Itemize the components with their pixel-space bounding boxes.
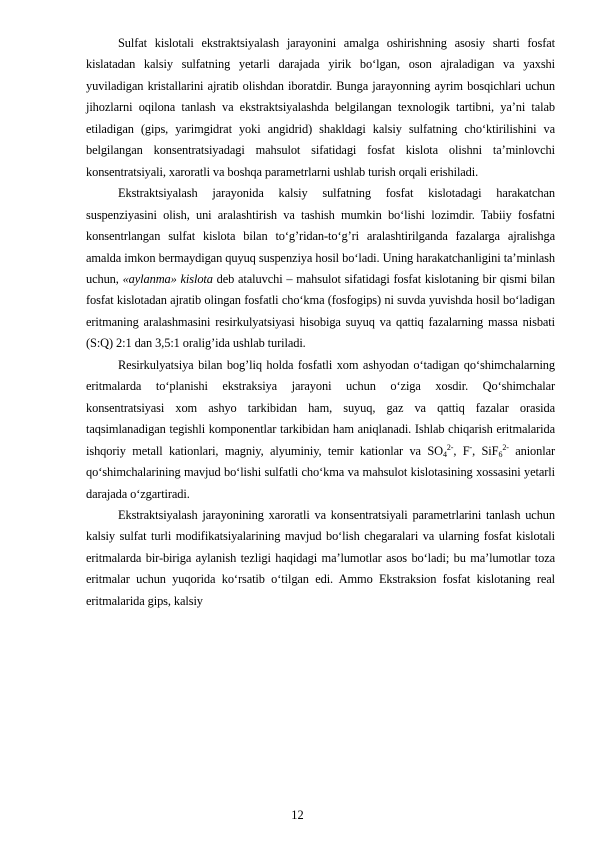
document-body [86,33,555,612]
hexafluorosilicate-charge: 2- [502,442,509,452]
hexafluorosilicate-symbol: , SiF [472,443,499,458]
paragraph-4-text: Ekstraktsiyalash jarayonining xaroratli va konsentratsiyali parametrlarini tanlash uchun kalsiy sulfat turli modifikatsiyalarining mavjud bo‘lish chegaralari va ularning fosfat kislotali eritmalarda bir-biriga aylanish tezligi haqidagi ma’lumotlar asos bo‘ladi; bu ma’lumotlar toza eritmalar uchun yuqorida ko‘rsatib o‘tilgan edi. Ammo Ekstraksion fosfat kislotaning real eritmalarida gips, kalsiy [86,507,555,608]
paragraph-1-text: Sulfat kislotali ekstraktsiyalash jarayonini amalga oshirishning asosiy sharti fosfat kislatadan kalsiy sulfatning yetarli darajada yirik bo‘lgan, oson ajraladigan va yaxshi yuviladigan kristallarini ajratib olishdan iboratdir. Bunga jarayonning ayrim bosqichlari uchun jihozlarni oqilona tanlash va ekstraktsiyalashda belgilangan texnologik tartibni, ya’ni talab etiladigan (gips, yarimgidrat yoki angidrid) shakldagi kalsiy sulfatning cho‘ktirilishini va belgilangan konsentratsiyadagi mahsulot sifatidagi fosfat kislota olishni ta’minlovchi konsentratsiyali, xaroratli va boshqa parametrlarni ushlab turish orqali erishiladi. [86,36,555,179]
fluoride-symbol: , F [453,443,470,458]
paragraph-3-text-end: anionlar qo‘shimchalarining mavjud bo‘lishi sulfatli cho‘kma va mahsulot kislotasining xossasini yetarli darajada o‘zgartiradi. [86,443,555,501]
paragraph-1 [86,33,555,183]
paragraph-3 [86,355,555,505]
paragraph-3-text-start: Resirkulyatsiya bilan bog’liq holda fosfatli xom ashyodan o‘tadigan qo‘shimchalarning eritmalarda to‘planishi ekstraksiya jarayoni uchun o‘ziga xosdir. Qo‘shimchalar konsentratsiyasi xom ashyo tarkibidan ham, suyuq, gaz va qattiq fazalar orasida taqsimlanadigan tegishli komponentlar tarkibidan ham aniqlanadi. Ishlab chiqarish eritmalarida ishqoriy metall kationlari, magniy, alyuminiy, temir kationlar va SO [86,357,555,458]
page-number: 12 [291,808,304,822]
paragraph-2 [86,183,555,355]
hexafluorosilicate-subscript: 6 [498,449,503,459]
paragraph-2-text-end: deb ataluvchi – mahsulot sifatidagi fosfat kislotaning bir qismi bilan fosfat kislotadan ajratib olingan fosfatli cho‘kma (fosfogips) ni suvda yuvishda hosil bo‘ladigan eritmaning aralashmasini resirkulyatsiyasi hisobiga suyuq va qattiq fazalarning massa nisbati (S:Q) 2:1 dan 3,5:1 oralig’ida ushlab turiladi. [86,271,556,351]
sulfate-charge: 2- [446,442,454,452]
fluoride-charge: - [469,442,473,452]
aylanma-kislota-term: «aylanma» kislota [122,271,213,286]
sulfate-subscript: 4 [442,449,447,459]
paragraph-4 [86,505,555,612]
paragraph-2-text-start: Ekstraktsiyalash jarayonida kalsiy sulfatning fosfat kislotadagi harakatchan suspenziyasini olish, uni aralashtirish va tashish mumkin bo‘lishi lozimdir. Tabiiy fosfatni konsentrlangan sulfat kislota bilan to‘g’ridan-to‘g’ri aralashtirilganda fazalarga ajralishga amalda imkon bermaydigan quyuq suspenziya hosil bo‘ladi. Uning harakatchanligini ta’minlash uchun, [86,186,555,286]
